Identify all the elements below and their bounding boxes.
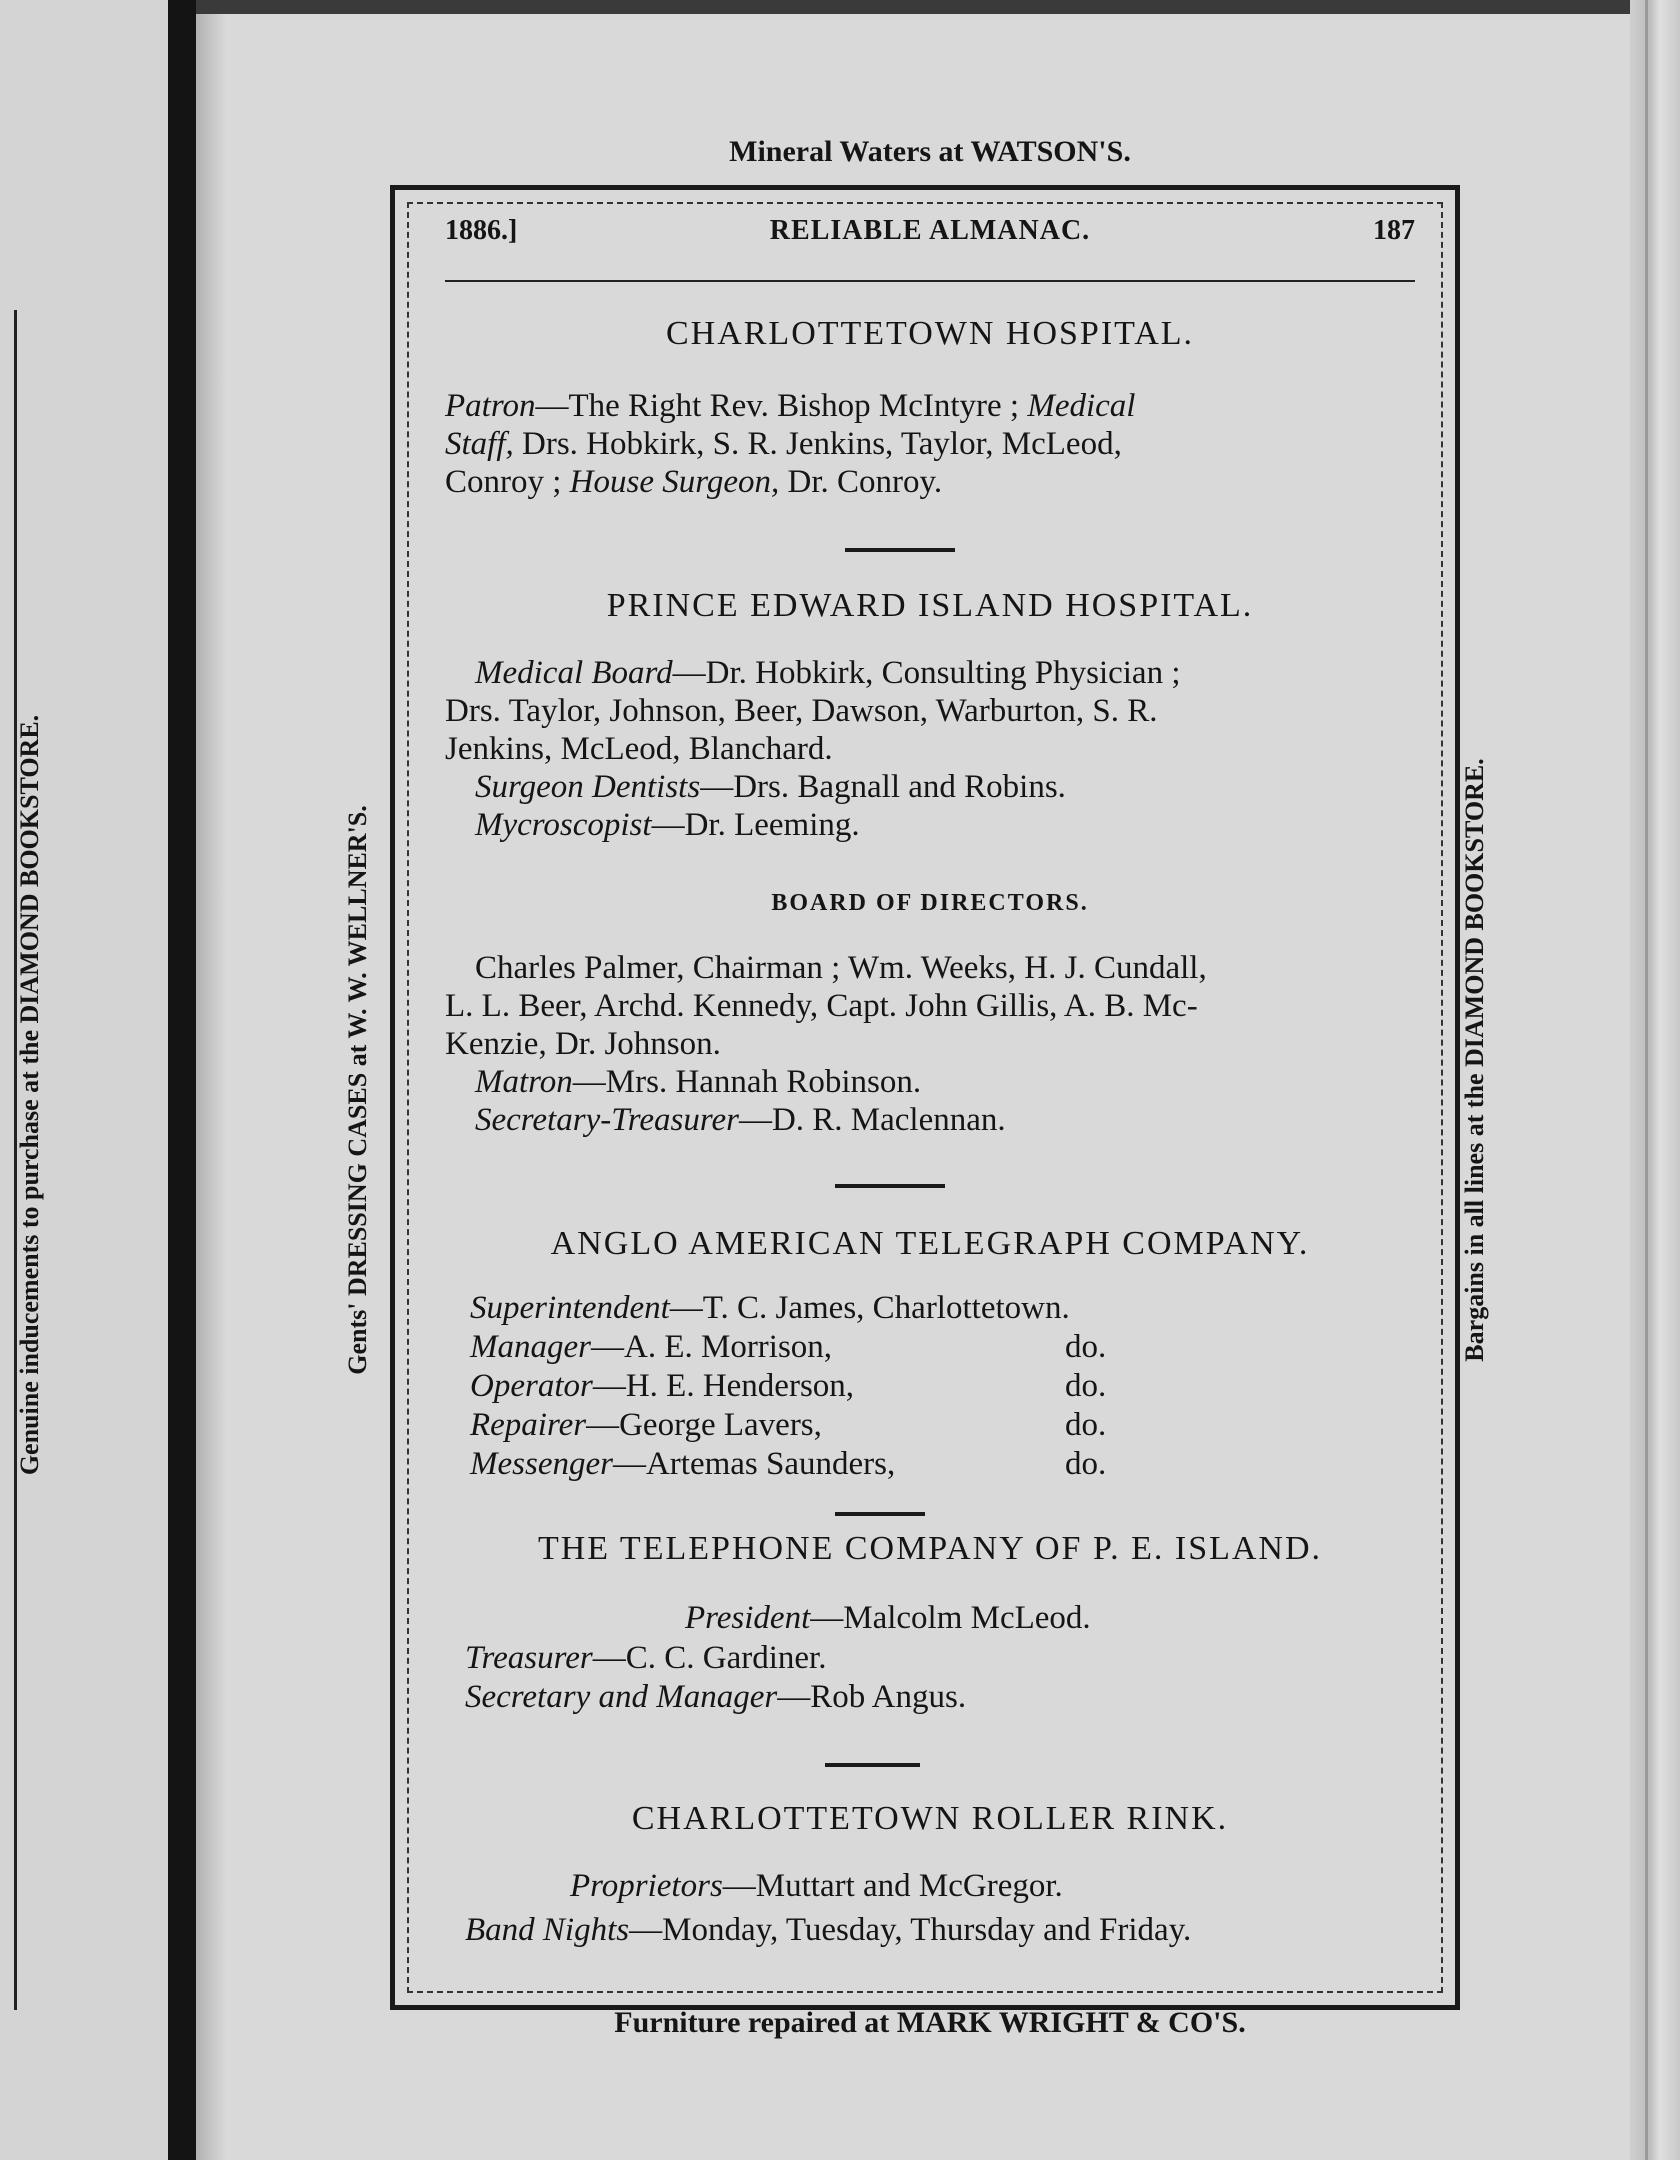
entry-text: —Monday, Tuesday, Thursday and Friday.: [629, 1912, 1192, 1948]
entry-text: —Malcolm McLeod.: [810, 1600, 1091, 1636]
section-title-telephone: THE TELEPHONE COMPANY OF P. E. ISLAND.: [537, 1530, 1323, 1567]
entry-text: —Artemas Saunders,: [612, 1446, 896, 1482]
entry-line: [470, 1329, 832, 1366]
role-label: Treasurer: [465, 1640, 593, 1676]
entry-line: [475, 807, 860, 844]
page-number: 187: [1373, 215, 1415, 246]
entry-text: —Muttart and McGregor.: [722, 1868, 1063, 1904]
entry-line: [445, 1026, 721, 1063]
section-divider: [825, 1763, 920, 1767]
role-label: Matron: [475, 1064, 573, 1100]
entry-line: [475, 655, 1181, 692]
board-of-directors-title: BOARD OF DIRECTORS.: [771, 890, 1089, 916]
entry-text: —George Lavers,: [586, 1407, 822, 1443]
role-label: President: [685, 1600, 811, 1636]
ditto-mark: do.: [1065, 1329, 1107, 1365]
entry-line: [465, 1640, 826, 1677]
entry-text: Dr. Conroy.: [779, 464, 943, 500]
section-divider: [845, 548, 955, 552]
section-title-pei-hospital: PRINCE EDWARD ISLAND HOSPITAL.: [606, 587, 1254, 624]
role-label: Mycroscopist: [475, 807, 652, 843]
role-label: House Surgeon,: [569, 464, 780, 500]
entry-line: [685, 1600, 1091, 1637]
entry-text: —Dr. Hobkirk, Consulting Physician ;: [672, 655, 1181, 691]
page-edge-line: [1645, 0, 1648, 2160]
role-label: Manager: [470, 1329, 591, 1365]
role-label: Medical: [1027, 388, 1136, 424]
ditto-mark: do.: [1065, 1407, 1107, 1443]
entry-text: Drs. Hobkirk, S. R. Jenkins, Taylor, McLeod,: [513, 426, 1122, 462]
book-gutter: [168, 0, 196, 2160]
ditto-mark: do.: [1065, 1446, 1107, 1482]
role-label: Patron: [445, 388, 536, 424]
section-title-roller-rink: CHARLOTTETOWN ROLLER RINK.: [631, 1800, 1229, 1837]
role-label: Repairer: [470, 1407, 587, 1443]
section-title-telegraph: ANGLO AMERICAN TELEGRAPH COMPANY.: [550, 1225, 1310, 1262]
top-shadow: [196, 0, 1680, 14]
entry-text: —Drs. Bagnall and Robins.: [700, 769, 1066, 805]
entry-text: —H. E. Henderson,: [592, 1368, 855, 1404]
role-label: Proprietors: [570, 1868, 723, 1904]
entry-text: Jenkins, McLeod, Blanchard.: [445, 731, 833, 767]
bottom-advertisement: Furniture repaired at MARK WRIGHT & CO'S.: [614, 2006, 1246, 2039]
role-label: Secretary-Treasurer: [475, 1102, 739, 1138]
running-head-year: 1886.]: [445, 215, 518, 246]
role-label: Band Nights: [465, 1912, 630, 1948]
entry-line: [445, 731, 833, 768]
top-advertisement: Mineral Waters at WATSON'S.: [729, 135, 1131, 168]
entry-line: [445, 693, 1158, 730]
entry-text: L. L. Beer, Archd. Kennedy, Capt. John Gillis, A. B. Mc-: [445, 988, 1198, 1024]
entry-text: —D. R. Maclennan.: [738, 1102, 1006, 1138]
entry-line: [470, 1368, 854, 1405]
entry-text: Charles Palmer, Chairman ; Wm. Weeks, H. J. Cundall,: [475, 950, 1207, 986]
entry-line: [475, 1064, 921, 1101]
right-side-ad: Bargains in all lines at the DIAMOND BOOKSTORE.: [1460, 758, 1489, 1362]
entry-line: [475, 1102, 1006, 1139]
entry-line: [465, 1912, 1191, 1949]
role-label: Staff,: [445, 426, 514, 462]
role-label: Surgeon Dentists: [475, 769, 701, 805]
entry-line: [445, 988, 1198, 1025]
inner-side-ad: Gents' DRESSING CASES at W. W. WELLNER'S.: [343, 805, 372, 1375]
entry-text: —Mrs. Hannah Robinson.: [572, 1064, 922, 1100]
entry-line: [470, 1407, 822, 1444]
entry-line: [470, 1290, 1070, 1327]
role-label: Operator: [470, 1368, 593, 1404]
section-divider: [835, 1512, 925, 1516]
section-title-charlottetown-hospital: CHARLOTTETOWN HOSPITAL.: [665, 315, 1195, 352]
page-edges: [1630, 0, 1680, 2160]
entry-text: Conroy ;: [445, 464, 570, 500]
entry-text: —Rob Angus.: [777, 1679, 967, 1715]
entry-text: Drs. Taylor, Johnson, Beer, Dawson, Warburton, S. R.: [445, 693, 1158, 729]
entry-line: [470, 1446, 895, 1483]
entry-text: —T. C. James, Charlottetown.: [669, 1290, 1070, 1326]
section-divider: [835, 1184, 945, 1188]
entry-text: —The Right Rev. Bishop McIntyre ;: [535, 388, 1028, 424]
entry-line: [445, 426, 1122, 463]
ditto-mark: do.: [1065, 1368, 1107, 1404]
entry-line: [445, 464, 942, 501]
entry-line: [445, 388, 1135, 425]
running-head: [445, 215, 1415, 255]
entry-text: —C. C. Gardiner.: [592, 1640, 827, 1676]
page-frame: [390, 185, 1460, 2010]
running-head-title: RELIABLE ALMANAC.: [769, 215, 1091, 246]
role-label: Superintendent: [470, 1290, 670, 1326]
entry-line: [465, 1679, 966, 1716]
entry-line: [570, 1868, 1063, 1905]
entry-text: —A. E. Morrison,: [590, 1329, 833, 1365]
head-rule: [445, 280, 1415, 282]
entry-line: [475, 950, 1207, 987]
role-label: Messenger: [470, 1446, 613, 1482]
role-label: Secretary and Manager: [465, 1679, 778, 1715]
entry-text: —Dr. Leeming.: [651, 807, 860, 843]
entry-line: [475, 769, 1066, 806]
left-page-side-ad: Genuine inducements to purchase at the DIAMOND BOOKSTORE.: [15, 714, 44, 1476]
gutter-shadow: [196, 0, 226, 2160]
entry-text: Kenzie, Dr. Johnson.: [445, 1026, 721, 1062]
role-label: Medical Board: [475, 655, 673, 691]
